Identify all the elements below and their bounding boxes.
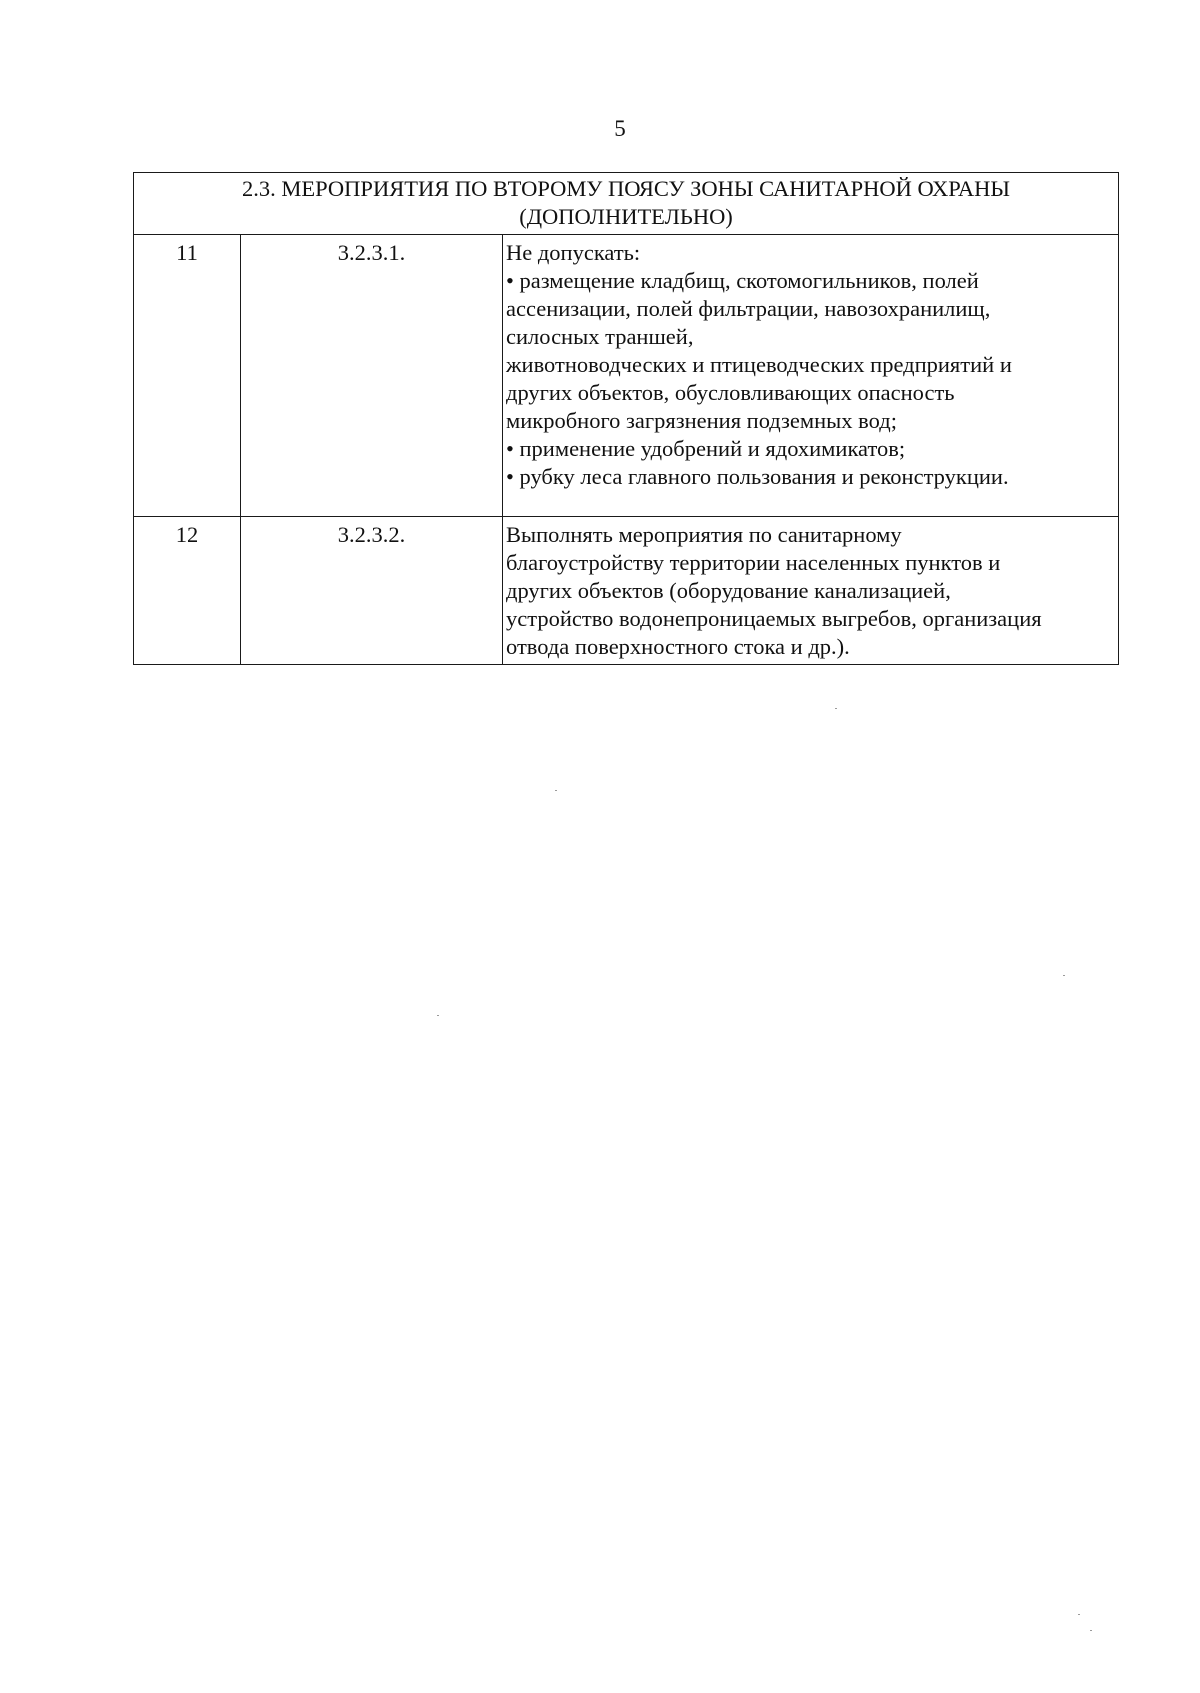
row-number: 11 (134, 235, 241, 517)
text-line: Не допускать: (506, 240, 641, 265)
scan-speck (555, 790, 557, 791)
row-code: 3.2.3.2. (241, 517, 503, 665)
text-line: отвода поверхностного стока и др.). (506, 634, 850, 659)
table-row (134, 235, 1119, 517)
measures-table (133, 172, 1119, 665)
scan-speck (835, 708, 837, 709)
text-line: микробного загрязнения подземных вод; (506, 408, 897, 433)
row-text (503, 517, 1119, 665)
scan-speck (437, 1015, 439, 1016)
text-line: других объектов, обусловливающих опасность (506, 380, 955, 405)
scan-speck (1078, 1614, 1080, 1615)
section-title-line: 2.3. МЕРОПРИЯТИЯ ПО ВТОРОМУ ПОЯСУ ЗОНЫ САНИТАРНОЙ ОХРАНЫ (242, 176, 1011, 201)
text-line: Выполнять мероприятия по санитарному (506, 522, 902, 547)
scan-speck (1090, 1630, 1092, 1631)
text-line: ассенизации, полей фильтрации, навозохранилищ, (506, 296, 991, 321)
table-row (134, 517, 1119, 665)
text-line: • размещение кладбищ, скотомогильников, полей (506, 268, 979, 293)
text-line: • применение удобрений и ядохимикатов; (506, 436, 906, 461)
text-line: других объектов (оборудование канализацией, (506, 578, 951, 603)
page-number: 5 (614, 116, 626, 141)
section-header-row (134, 173, 1119, 235)
row-number: 12 (134, 517, 241, 665)
section-title-line: (ДОПОЛНИТЕЛЬНО) (519, 204, 733, 229)
text-line: животноводческих и птицеводческих предприятий и (506, 352, 1012, 377)
scan-speck (1063, 975, 1065, 976)
text-line: благоустройству территории населенных пунктов и (506, 550, 1001, 575)
row-text (503, 235, 1119, 517)
row-code: 3.2.3.1. (241, 235, 503, 517)
text-line: силосных траншей, (506, 324, 694, 349)
section-title (134, 173, 1119, 235)
text-line: • рубку леса главного пользования и реконструкции. (506, 464, 1009, 489)
text-line: устройство водонепроницаемых выгребов, организация (506, 606, 1042, 631)
